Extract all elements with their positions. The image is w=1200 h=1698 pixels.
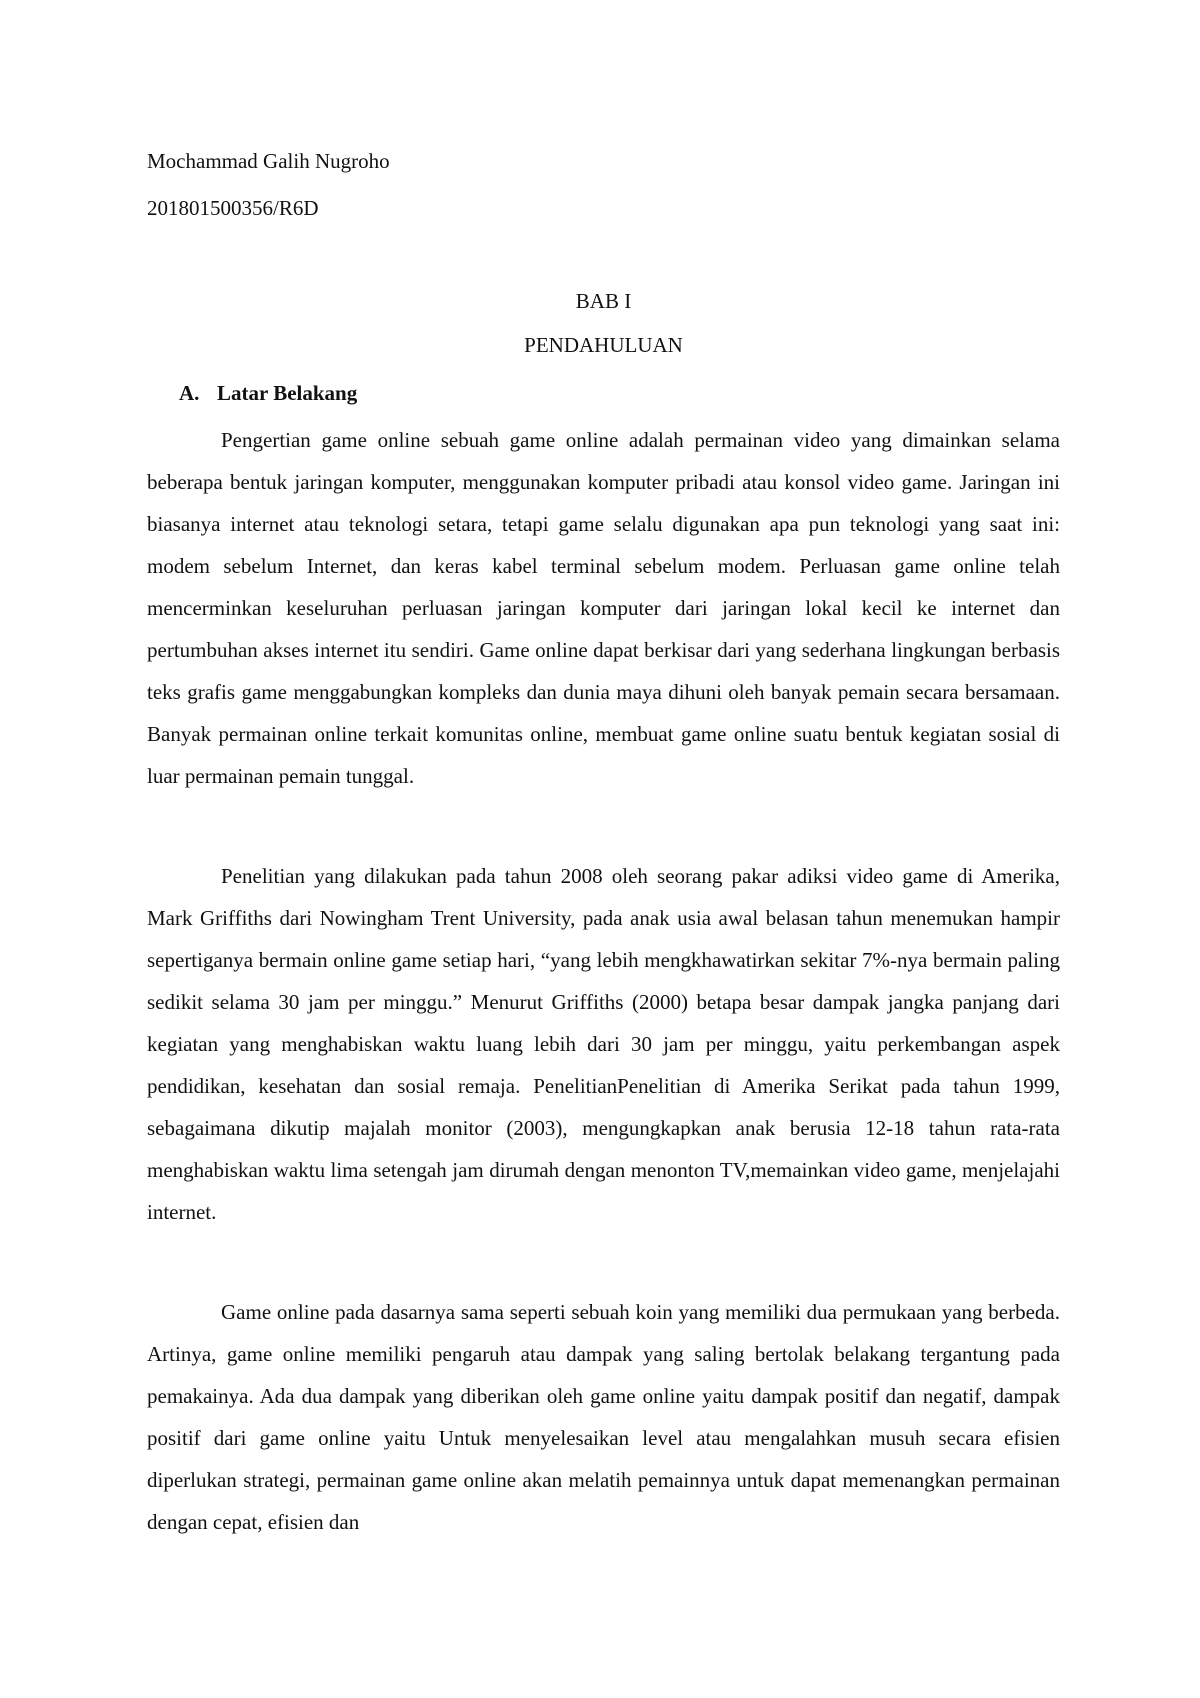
body-paragraph: Game online pada dasarnya sama seperti sebuah koin yang memiliki dua permukaan yang berbeda. Artinya, game online memiliki pengaruh atau dampak yang saling bertolak belakang tergantung pada pemakainya. Ada dua dampak yang diberikan oleh game online yaitu dampak positif dan negatif, dampak positif dari game online yaitu Untuk menyelesaikan level atau mengalahkan musuh secara efisien diperlukan strategi, permainan game online akan melatih pemainnya untuk dapat memenangkan permainan dengan cepat, efisien dan bbox=[147, 1300, 1060, 1534]
chapter-title-heading: PENDAHULUAN bbox=[524, 333, 683, 357]
body-paragraph: Pengertian game online sebuah game online adalah permainan video yang dimainkan selama beberapa bentuk jaringan komputer, menggunakan komputer pribadi atau konsol video game. Jaringan ini biasanya internet atau teknologi setara, tetapi game selalu digunakan apa pun teknologi yang saat ini: modem sebelum Internet, dan keras kabel terminal sebelum modem. Perluasan game online telah mencerminkan keseluruhan perluasan jaringan komputer dari jaringan lokal kecil ke internet dan pertumbuhan akses internet itu sendiri. Game online dapat berkisar dari yang sederhana lingkungan berbasis teks grafis game menggabungkan kompleks dan dunia maya dihuni oleh banyak pemain secara bersamaan. Banyak permainan online terkait komunitas online, membuat game online suatu bentuk kegiatan sosial di luar permainan pemain tunggal. bbox=[147, 428, 1060, 788]
author-student-id: 201801500356/R6D bbox=[147, 196, 319, 220]
section-title: Latar Belakang bbox=[217, 381, 358, 405]
section-number: A. bbox=[179, 381, 200, 405]
author-name: Mochammad Galih Nugroho bbox=[147, 149, 390, 173]
section-heading bbox=[179, 380, 357, 406]
body-paragraph: Penelitian yang dilakukan pada tahun 2008 oleh seorang pakar adiksi video game di Amerika, Mark Griffiths dari Nowingham Trent University, pada anak usia awal belasan tahun menemukan hampir sepertiganya bermain online game setiap hari, “yang lebih mengkhawatirkan sekitar 7%-nya bermain paling sedikit selama 30 jam per minggu.” Menurut Griffiths (2000) betapa besar dampak jangka panjang dari kegiatan yang menghabiskan waktu luang lebih dari 30 jam per minggu, yaitu perkembangan aspek pendidikan, kesehatan dan sosial remaja. PenelitianPenelitian di Amerika Serikat pada tahun 1999, sebagaimana dikutip majalah monitor (2003), mengungkapkan anak berusia 12-18 tahun rata-rata menghabiskan waktu lima setengah jam dirumah dengan menonton TV,memainkan video game, menjelajahi internet. bbox=[147, 864, 1060, 1224]
chapter-number-heading: BAB I bbox=[575, 289, 632, 313]
